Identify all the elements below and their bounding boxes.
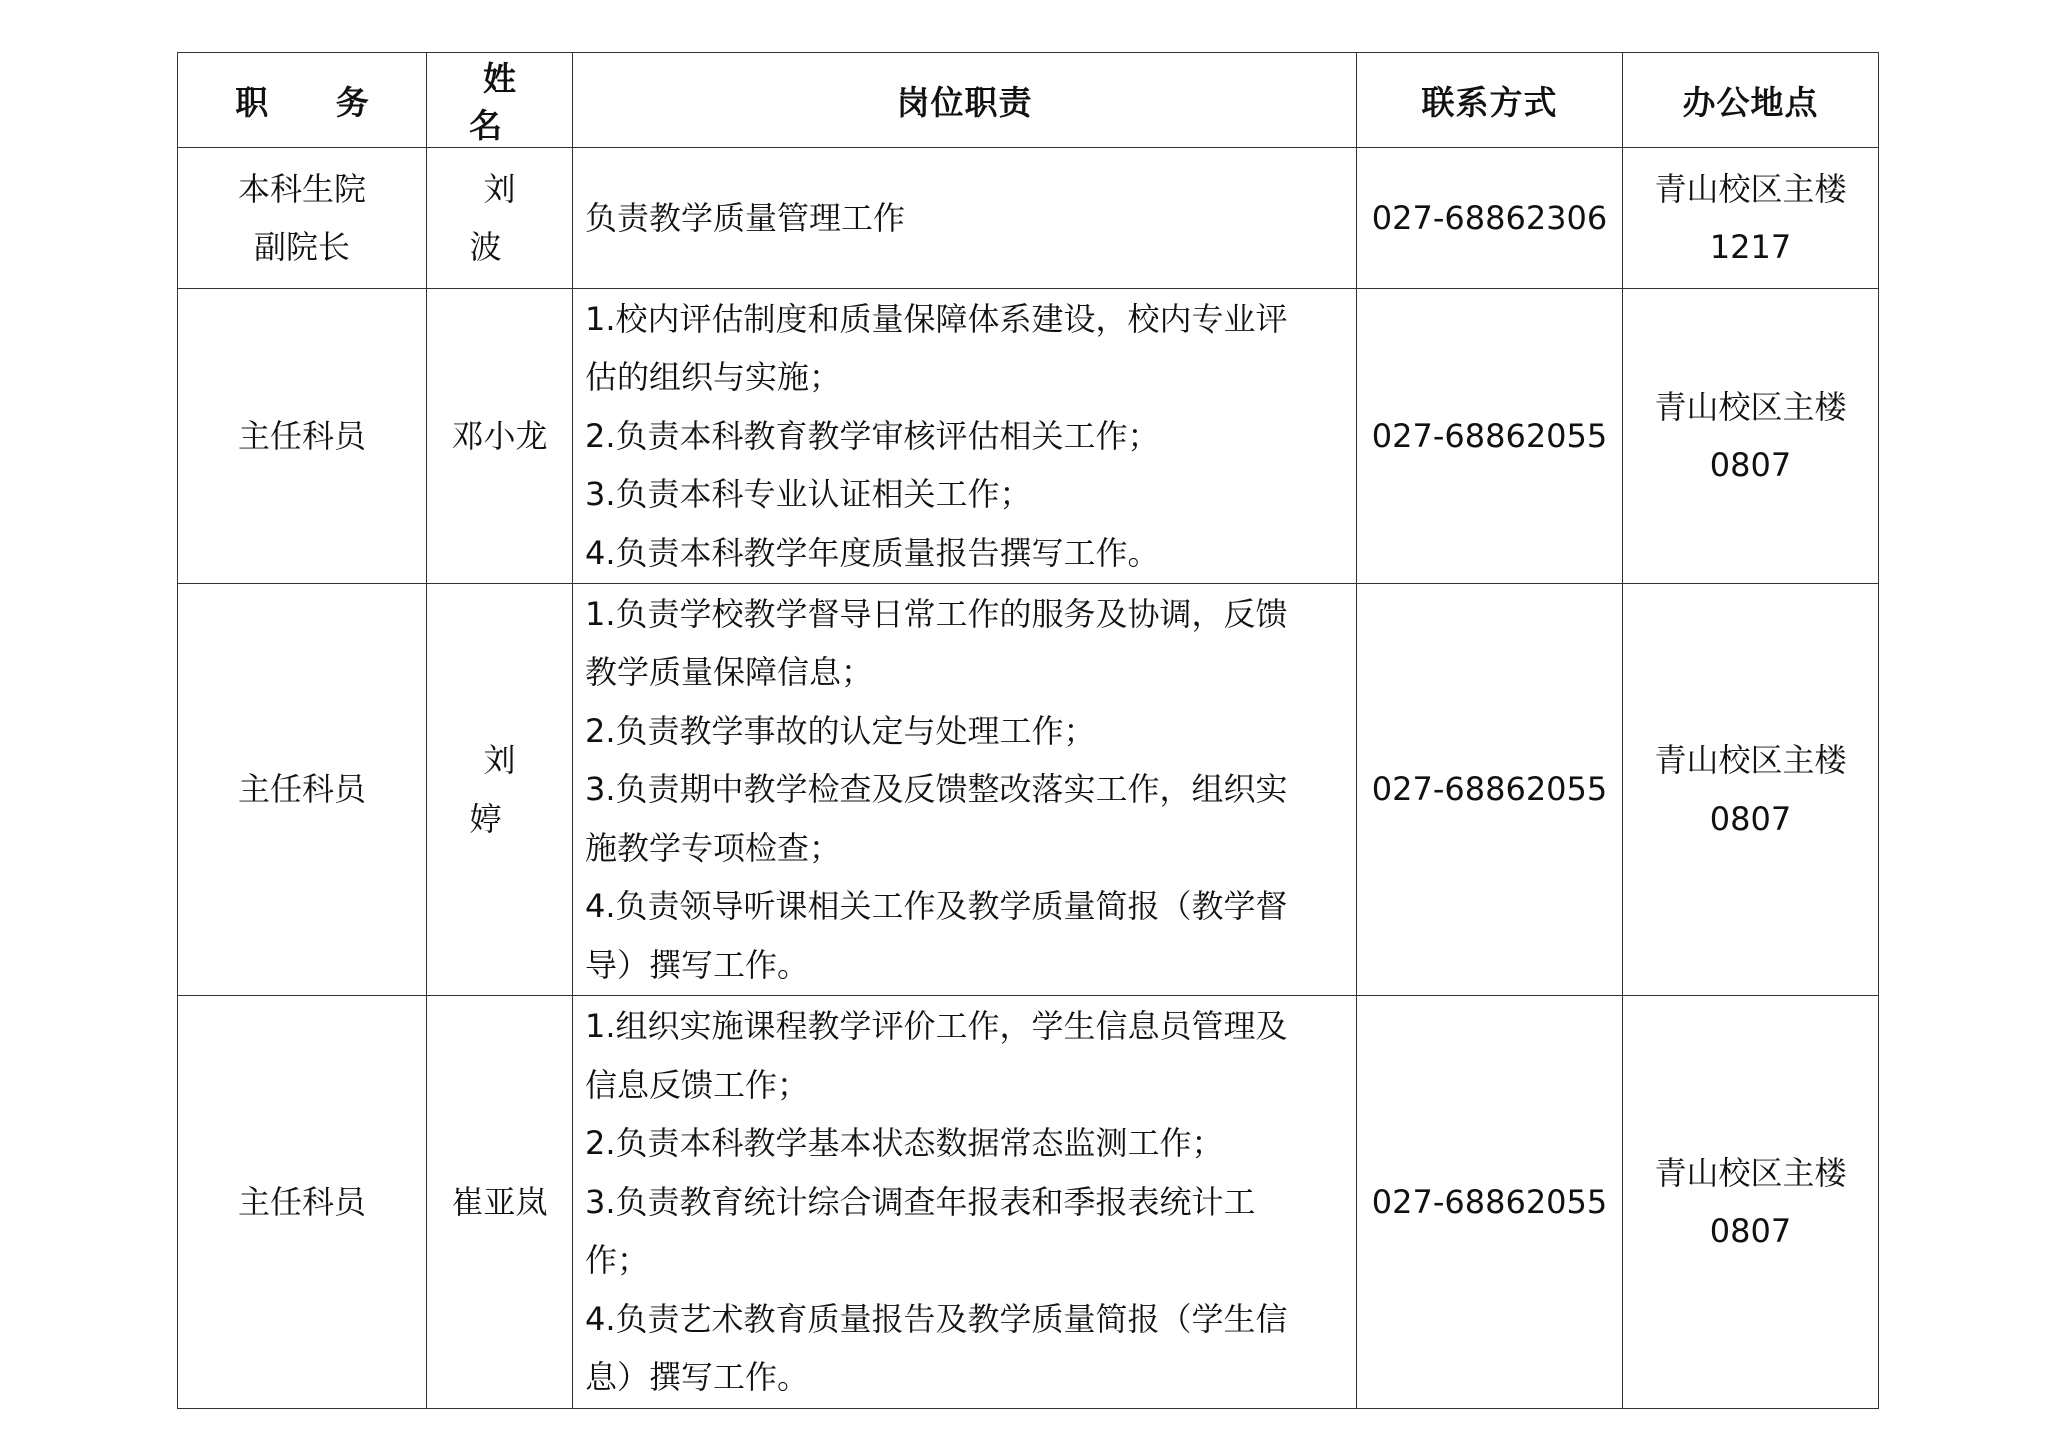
- position-line: 副院长: [253, 228, 350, 266]
- duty-line: 2.负责教学事故的认定与处理工作；: [585, 711, 1096, 750]
- duty-line: 2.负责本科教学基本状态数据常态监测工作；: [585, 1124, 1224, 1163]
- duty-line: 3.负责本科专业认证相关工作；: [585, 475, 1032, 514]
- office-line: 青山校区主楼: [1654, 741, 1847, 779]
- duties-cell: [573, 148, 1357, 289]
- position-cell: [178, 289, 427, 584]
- duty-line: 施教学专项检查；: [585, 828, 842, 867]
- duty-line: 负责教学质量管理工作: [585, 198, 906, 237]
- duty-line: 3.负责教育统计综合调查年报表和季报表统计工: [585, 1182, 1256, 1221]
- duty-line: 估的组织与实施；: [585, 358, 842, 397]
- position-cell: [178, 584, 427, 996]
- duties-cell: [573, 289, 1357, 584]
- position-line: 主任科员: [237, 416, 366, 455]
- header-office: 办公地点: [1623, 53, 1879, 148]
- header-contact: 联系方式: [1357, 53, 1623, 148]
- duties-cell: [573, 996, 1357, 1409]
- name-cell: 崔亚岚: [427, 996, 573, 1409]
- office-cell: [1623, 148, 1879, 289]
- office-line: 0807: [1709, 446, 1792, 484]
- duty-line: 1.校内评估制度和质量保障体系建设，校内专业评: [585, 299, 1288, 338]
- header-name: 姓 名: [427, 53, 573, 148]
- table-row: [178, 584, 1879, 996]
- duty-line: 4.负责领导听课相关工作及教学质量简报（教学督: [585, 887, 1288, 926]
- duty-line: 信息反馈工作；: [585, 1065, 810, 1104]
- duty-line: 1.组织实施课程教学评价工作，学生信息员管理及: [585, 1007, 1288, 1046]
- duty-line: 2.负责本科教育教学审核评估相关工作；: [585, 416, 1160, 455]
- duty-line: 作；: [585, 1241, 650, 1280]
- duty-line: 4.负责艺术教育质量报告及教学质量简报（学生信: [585, 1299, 1288, 1338]
- office-line: 1217: [1709, 228, 1792, 266]
- office-cell: [1623, 584, 1879, 996]
- duty-line: 4.负责本科教学年度质量报告撰写工作。: [585, 533, 1160, 572]
- office-line: 青山校区主楼: [1654, 169, 1847, 208]
- duty-line: 3.负责期中教学检查及反馈整改落实工作，组织实: [585, 770, 1288, 809]
- position-cell: [178, 148, 427, 289]
- duty-line: 导）撰写工作。: [585, 945, 810, 984]
- contact-cell: 027-68862306: [1357, 148, 1623, 289]
- duties-cell: [573, 584, 1357, 996]
- contact-cell: 027-68862055: [1357, 289, 1623, 584]
- position-cell: [178, 996, 427, 1409]
- header-row: [178, 53, 1879, 148]
- office-line: 青山校区主楼: [1654, 387, 1847, 426]
- table-row: [178, 148, 1879, 289]
- contact-cell: 027-68862055: [1357, 996, 1623, 1409]
- header-position: 职 务: [178, 53, 427, 148]
- office-cell: [1623, 289, 1879, 584]
- contact-cell: 027-68862055: [1357, 584, 1623, 996]
- name-cell: 邓小龙: [427, 289, 573, 584]
- position-line: 主任科员: [237, 1182, 366, 1221]
- office-cell: [1623, 996, 1879, 1409]
- office-line: 青山校区主楼: [1654, 1153, 1847, 1192]
- office-line: 0807: [1709, 1212, 1792, 1250]
- table-row: [178, 996, 1879, 1409]
- duty-line: 息）撰写工作。: [585, 1358, 810, 1397]
- table-row: [178, 289, 1879, 584]
- header-duties: 岗位职责: [573, 53, 1357, 148]
- position-line: 本科生院: [237, 169, 366, 208]
- office-line: 0807: [1709, 799, 1792, 838]
- name-cell: 刘 波: [427, 148, 573, 289]
- duty-line: 1.负责学校教学督导日常工作的服务及协调，反馈: [585, 594, 1288, 633]
- position-line: 主任科员: [237, 770, 366, 809]
- name-cell: 刘 婷: [427, 584, 573, 996]
- duty-table: [177, 52, 1879, 1409]
- duty-line: 教学质量保障信息；: [585, 653, 874, 692]
